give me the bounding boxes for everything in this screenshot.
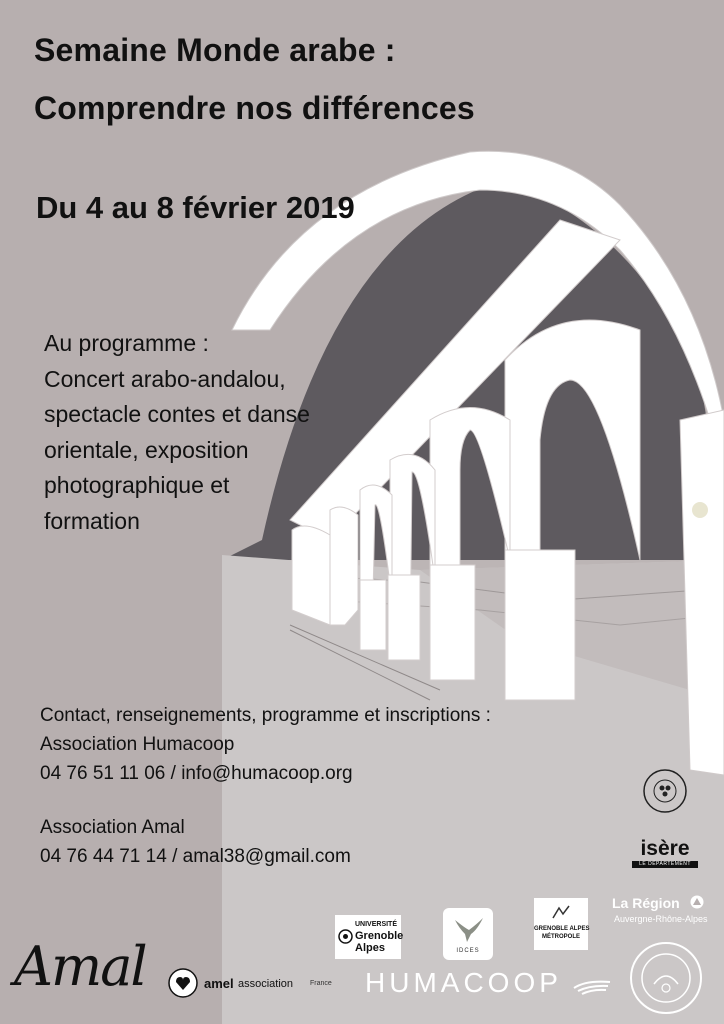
- amel-word-text: association: [238, 978, 294, 990]
- galerie-cafe-cultures-du-monde-logo: [628, 940, 704, 1016]
- region-logo: La Région Auvergne-Rhône-Alpes: [612, 895, 708, 924]
- amel-association-logo: [168, 966, 348, 1000]
- amel-heart-icon: [168, 968, 198, 998]
- isere-logo: isère LE DÉPARTEMENT: [630, 838, 700, 870]
- contact-details: 04 76 51 11 06 / info@humacoop.org: [40, 763, 353, 784]
- program-block: [44, 326, 310, 539]
- amal-details: 04 76 44 71 14 / amal38@gmail.com: [40, 846, 351, 867]
- metropole-emblem-icon: [551, 904, 571, 922]
- amal-contact-block: [40, 813, 351, 871]
- grenoble-alpes-metropole-logo: GRENOBLE ALPES MÉTROPOLE: [534, 898, 588, 950]
- university-emblem-icon: [338, 929, 353, 944]
- region-emblem-icon: [690, 895, 704, 909]
- amal-org: Association Amal: [40, 817, 185, 838]
- ville-de-grenoble-logo: [642, 768, 688, 814]
- program-line: Concert arabo-andalou,: [44, 365, 286, 392]
- program-line: Au programme :: [44, 330, 209, 356]
- title-line-1: Semaine Monde arabe :: [34, 32, 396, 68]
- idces-logo: IDCES: [443, 908, 493, 960]
- humacoop-wings-icon: [572, 978, 612, 996]
- program-line: orientale, exposition: [44, 436, 249, 463]
- program-line: photographique et: [44, 472, 230, 498]
- amel-country-text: France: [310, 980, 332, 987]
- program-line: spectacle contes et danse: [44, 401, 310, 427]
- contact-block: [40, 701, 491, 788]
- universite-grenoble-alpes-logo: UNIVERSITÉ Grenoble Alpes: [335, 915, 401, 959]
- amel-bold-text: amel: [204, 976, 234, 991]
- amal-logo: Amal: [14, 935, 146, 998]
- contact-org: Association Humacoop: [40, 734, 235, 755]
- contact-heading: Contact, renseignements, programme et inscriptions :: [40, 705, 491, 726]
- hummingbird-icon: [451, 914, 485, 946]
- event-dates: Du 4 au 8 février 2019: [36, 190, 355, 225]
- title-line-2: Comprendre nos différences: [34, 90, 475, 126]
- humacoop-logo: HUMACOOP: [365, 967, 562, 998]
- program-line: formation: [44, 507, 140, 534]
